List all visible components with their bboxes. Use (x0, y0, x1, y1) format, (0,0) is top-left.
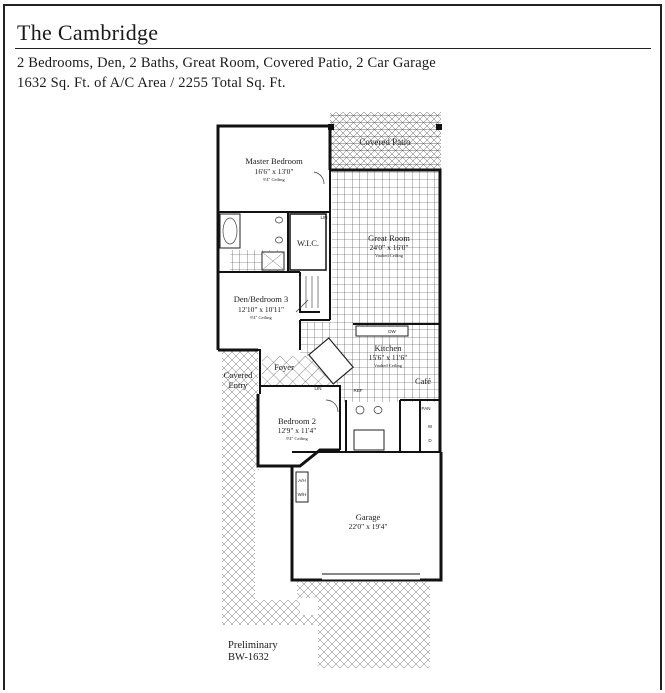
kitchen-ceiling: Vaulted Ceiling (373, 363, 403, 368)
garage-label: Garage (355, 512, 381, 522)
great-room-ceiling: Vaulted Ceiling (374, 253, 404, 258)
dryer-tag: D (428, 438, 432, 443)
linen-closet-2-tag: LIN (314, 386, 322, 391)
kitchen-label: Kitchen (374, 343, 402, 353)
water-heater-tag: W/H (297, 492, 307, 497)
covered-entry-label-2: Entry (228, 380, 248, 390)
den-dims: 12'10" x 10'11" (237, 305, 285, 314)
wic-label: W.I.C. (296, 238, 320, 248)
pantry-tag: PAN (421, 406, 431, 411)
dishwasher-tag: DW (388, 329, 396, 334)
den-ceiling: 9'4" Ceiling (250, 315, 272, 320)
plan-reference (228, 640, 278, 664)
bedroom-2-ceiling: 9'4" Ceiling (286, 436, 308, 441)
cafe-label: Café (414, 376, 432, 386)
linen-closet-tag: LIN (320, 215, 328, 220)
plan-code: BW-1632 (228, 652, 269, 663)
plan-features: 2 Bedrooms, Den, 2 Baths, Great Room, Covered Patio, 2 Car Garage (17, 55, 436, 71)
garage-dims: 22'0" x 19'4" (348, 522, 388, 531)
preliminary-label: Preliminary (228, 640, 278, 651)
covered-patio-label: Covered Patio (359, 137, 411, 147)
den-label: Den/Bedroom 3 (233, 294, 289, 304)
covered-entry-label-1: Covered (223, 370, 253, 380)
washer-tag: W (427, 424, 433, 429)
bedroom-2-dims: 12'9" x 11'4" (277, 426, 317, 435)
master-bedroom-ceiling: 9'4" Ceiling (263, 177, 285, 182)
plan-square-footage: 1632 Sq. Ft. of A/C Area / 2255 Total Sq. Ft. (17, 75, 286, 91)
kitchen-dims: 15'6" x 11'6" (368, 353, 408, 362)
refrigerator-tag: REF (353, 388, 363, 393)
foyer-label: Foyer (274, 362, 294, 372)
great-room-dims: 24'0" x 16'0" (369, 243, 409, 252)
master-bedroom-dims: 16'6" x 13'0" (254, 167, 294, 176)
great-room-label: Great Room (368, 233, 410, 243)
master-bedroom-label: Master Bedroom (245, 156, 303, 166)
bedroom-2-label: Bedroom 2 (277, 416, 317, 426)
air-handler-tag: A/H (298, 478, 306, 483)
page-title: The Cambridge (17, 20, 159, 45)
